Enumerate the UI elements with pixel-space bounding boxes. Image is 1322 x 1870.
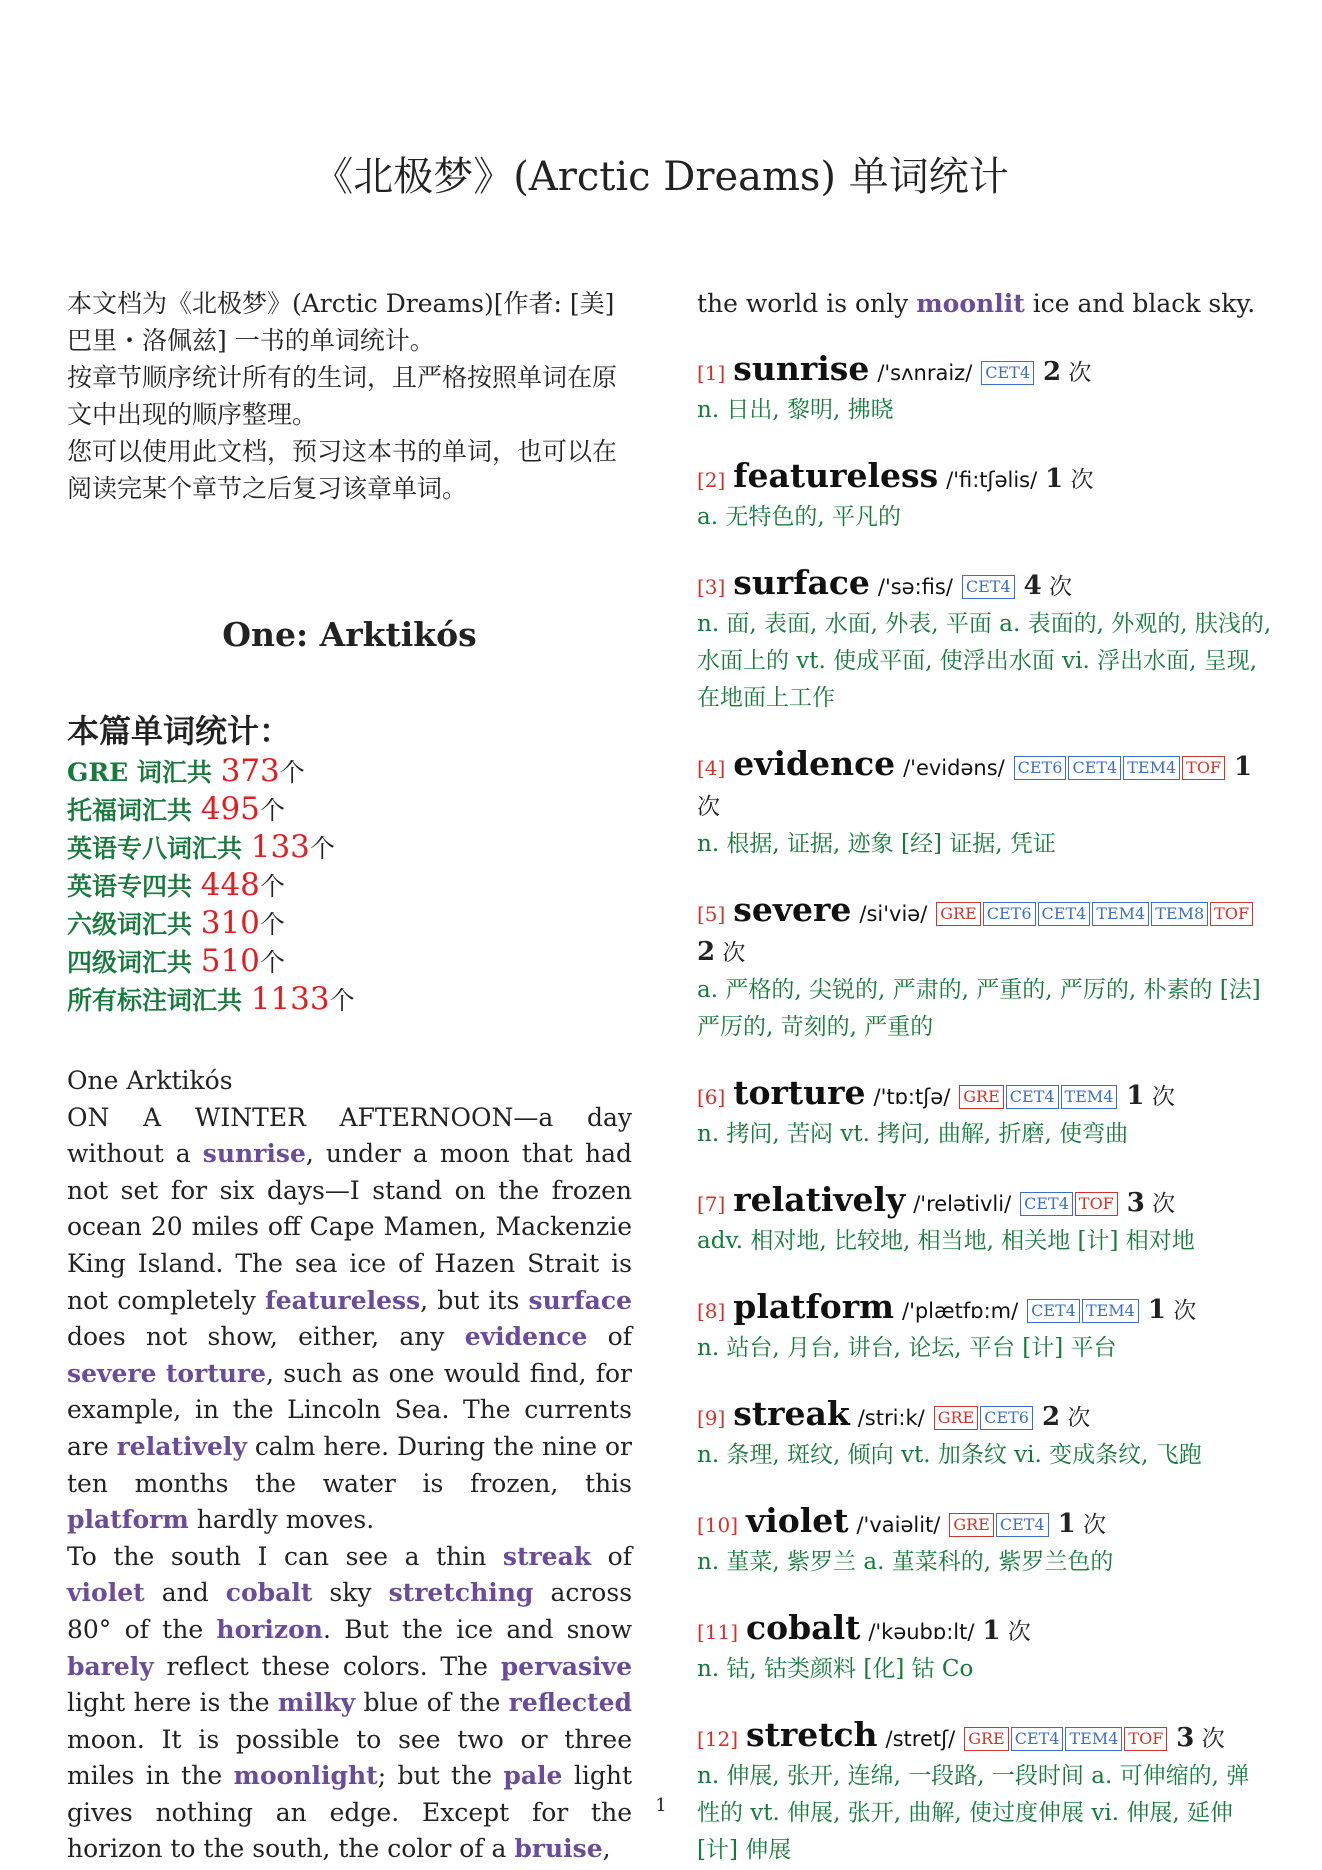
intro-line: 按章节顺序统计所有的生词，且严格按照单词在原文中出现的顺序整理。	[67, 363, 618, 429]
headword: torture	[733, 1073, 866, 1112]
vocab-entry	[697, 457, 1272, 536]
highlighted-word: moonlit	[916, 289, 1025, 318]
exam-tag: TEM4	[1065, 1727, 1122, 1751]
definition: n. 站台, 月台, 讲台, 论坛, 平台 [计] 平台	[697, 1335, 1117, 1361]
passage-paragraph	[67, 1539, 632, 1868]
exam-tag: GRE	[964, 1727, 1009, 1751]
text-run: , but its	[420, 1285, 529, 1315]
occurrence-count: 1	[982, 1616, 1001, 1646]
headword: cobalt	[746, 1608, 861, 1647]
exam-tag: GRE	[936, 902, 981, 926]
occurrence-unit: 次	[1075, 1512, 1106, 1538]
entry-head	[697, 745, 1272, 826]
page-number: 1	[655, 1795, 667, 1816]
text-run: does not show, either, any	[67, 1322, 465, 1352]
exam-tag: CET6	[980, 1406, 1033, 1430]
exam-tag: CET4	[1038, 902, 1091, 926]
highlighted-word: surface	[528, 1285, 633, 1315]
entry-head	[697, 564, 1272, 606]
occurrence-unit: 次	[1144, 1084, 1175, 1110]
chapter-title: One: Arktikós	[222, 615, 477, 654]
entry-head	[697, 1074, 1272, 1116]
entry-index: [1]	[697, 361, 726, 385]
text-run: ice and black sky.	[1024, 289, 1256, 318]
highlighted-word: horizon	[216, 1614, 323, 1644]
text-run: ; but the	[377, 1761, 504, 1791]
phonetic: /'fi:tʃəlis/	[946, 468, 1038, 492]
exam-tag: CET4	[981, 361, 1034, 385]
occurrence-count: 2	[1042, 357, 1062, 387]
exam-tag: GRE	[949, 1513, 994, 1537]
passage	[67, 1063, 632, 1868]
stat-row	[67, 943, 632, 981]
text-run: the world is only	[697, 289, 917, 318]
definition: n. 伸展, 张开, 连绵, 一段路, 一段时间 a. 可伸缩的, 弹性的 vt. 伸展, 张开, 曲解, 使过度伸展 vi. 伸展, 延伸 [计] 伸展	[697, 1763, 1250, 1863]
passage-paragraph	[67, 1100, 632, 1539]
entry-head	[697, 1502, 1272, 1544]
highlighted-word: moonlight	[233, 1761, 378, 1791]
entry-index: [11]	[697, 1620, 739, 1644]
occurrence-unit: 次	[697, 794, 720, 820]
stat-unit: 个	[329, 986, 355, 1015]
exam-tag: CET4	[1011, 1727, 1064, 1751]
entry-head	[697, 1288, 1272, 1330]
stat-label: 四级词汇共	[67, 948, 201, 977]
stats-heading: 本篇单词统计：	[67, 712, 292, 750]
stat-count: 495	[200, 791, 260, 827]
stat-unit: 个	[309, 834, 335, 863]
entry-index: [12]	[697, 1727, 739, 1751]
stat-row	[67, 791, 632, 829]
definition: n. 堇菜, 紫罗兰 a. 堇菜科的, 紫罗兰色的	[697, 1549, 1114, 1575]
text-run: , such as one would find, for example, in the Lincoln Sea. The currents are	[67, 1358, 633, 1461]
occurrence-count: 3	[1126, 1188, 1145, 1218]
definition: adv. 相对地, 比较地, 相当地, 相关地 [计] 相对地	[697, 1228, 1195, 1254]
text-run: blue of the	[355, 1688, 509, 1718]
entry-index: [10]	[697, 1513, 739, 1537]
exam-tag: GRE	[934, 1406, 979, 1430]
entry-head	[697, 1716, 1272, 1758]
exam-tag: TEM8	[1151, 902, 1208, 926]
phonetic: /'kəubɒ:lt/	[868, 1620, 975, 1644]
text-run: , under a moon that had not set for six days—I stand on the frozen ocean 20 miles off Cape Mamen, Mackenzie King Island. The sea ice of Hazen Strait is not completely	[67, 1139, 632, 1315]
vocab-entry	[697, 1181, 1272, 1260]
highlighted-word: pervasive	[500, 1651, 632, 1681]
highlighted-word: milky	[277, 1688, 356, 1718]
phonetic: /si'viə/	[859, 902, 928, 926]
text-run: calm here. During the nine or ten months the water is frozen, this	[67, 1431, 632, 1498]
phonetic: /'sʌnraiz/	[877, 361, 973, 385]
highlighted-word: bruise	[514, 1834, 603, 1864]
entry-head	[697, 891, 1272, 972]
definition: a. 严格的, 尖锐的, 严肃的, 严重的, 严厉的, 朴素的 [法] 严厉的, 苛刻的, 严重的	[697, 977, 1261, 1040]
entry-head	[697, 457, 1272, 499]
highlighted-word: evidence	[464, 1322, 588, 1352]
definition: n. 面, 表面, 水面, 外表, 平面 a. 表面的, 外观的, 肤浅的, 水面上的 vt. 使成平面, 使浮出水面 vi. 浮出水面, 呈现, 在地面上工作	[697, 611, 1272, 711]
text-run: moon. It is possible to see two or three miles in the	[67, 1724, 632, 1791]
exam-tag: CET6	[983, 902, 1036, 926]
highlighted-word: streak	[502, 1541, 592, 1571]
entry-index: [5]	[697, 902, 726, 926]
stats-list	[67, 753, 632, 1019]
text-run: . But the ice and snow	[322, 1614, 632, 1644]
occurrence-unit: 次	[1194, 1726, 1225, 1752]
exam-tag: TOF	[1075, 1192, 1118, 1216]
occurrence-unit: 次	[1041, 574, 1072, 600]
phonetic: /'plætfɒ:m/	[902, 1299, 1019, 1323]
exam-tag: GRE	[959, 1085, 1004, 1109]
text-run: light gives nothing an edge. Except for the horizon to the south, the color of a	[67, 1761, 632, 1864]
stat-label: 六级词汇共	[67, 910, 201, 939]
text-run: hardly moves.	[188, 1505, 375, 1535]
highlighted-word: sunrise	[202, 1139, 306, 1169]
phonetic: /'tɒ:tʃə/	[873, 1085, 951, 1109]
entry-head	[697, 1181, 1272, 1223]
occurrence-count: 4	[1023, 571, 1042, 601]
entry-index: [6]	[697, 1085, 726, 1109]
highlighted-word: torture	[165, 1358, 267, 1388]
page-title: 《北极梦》(Arctic Dreams) 单词统计	[313, 154, 1009, 200]
passage-continuation	[697, 285, 1272, 322]
stat-row	[67, 829, 632, 867]
entry-index: [8]	[697, 1299, 726, 1323]
entry-index: [7]	[697, 1192, 726, 1216]
entry-index: [2]	[697, 468, 726, 492]
highlighted-word: reflected	[508, 1688, 632, 1718]
stat-unit: 个	[259, 910, 285, 939]
right-column	[697, 285, 1272, 1869]
exam-tag: TEM4	[1092, 902, 1149, 926]
text-run: across 80° of the	[67, 1578, 633, 1644]
definition: n. 条理, 斑纹, 倾向 vt. 加条纹 vi. 变成条纹, 飞跑	[697, 1442, 1202, 1468]
headword: stretch	[746, 1715, 878, 1754]
exam-tag: CET4	[1027, 1299, 1080, 1323]
highlighted-word: severe	[67, 1358, 157, 1388]
occurrence-unit: 次	[1144, 1191, 1176, 1217]
highlighted-word: pale	[503, 1761, 563, 1791]
vocab-entry	[697, 1288, 1272, 1367]
exam-tag: TOF	[1124, 1727, 1167, 1751]
intro-line: 您可以使用此文档，预习这本书的单词，也可以在阅读完某个章节之后复习该章单词。	[67, 437, 618, 503]
occurrence-count: 2	[1041, 1402, 1061, 1432]
highlighted-word: stretching	[388, 1578, 534, 1608]
occurrence-count: 2	[697, 937, 716, 967]
occurrence-unit: 次	[1063, 467, 1094, 493]
vocab-entry	[697, 1609, 1272, 1688]
entry-head	[697, 350, 1272, 392]
text-run: ON A WINTER AFTERNOON—a day without a	[67, 1102, 632, 1169]
stat-count: 1133	[250, 981, 330, 1017]
entry-index: [4]	[697, 756, 726, 780]
exam-tag: CET6	[1014, 756, 1067, 780]
exam-tag: CET4	[1020, 1192, 1073, 1216]
occurrence-count: 1	[1126, 1081, 1145, 1111]
highlighted-word: featureless	[264, 1285, 421, 1315]
text-run: ,	[602, 1834, 611, 1864]
entry-index: [3]	[697, 575, 726, 599]
occurrence-count: 1	[1147, 1295, 1166, 1325]
stat-count: 133	[250, 829, 310, 865]
vocab-entry	[697, 745, 1272, 863]
occurrence-unit: 次	[1060, 1405, 1091, 1431]
occurrence-count: 1	[1045, 464, 1064, 494]
headword: sunrise	[733, 349, 870, 388]
headword: platform	[733, 1287, 895, 1326]
text-run: and	[144, 1578, 226, 1608]
phonetic: /stri:k/	[857, 1406, 925, 1430]
definition: n. 日出, 黎明, 拂晓	[697, 397, 894, 423]
text-run: reflect these colors. The	[153, 1651, 501, 1681]
highlighted-word: platform	[67, 1505, 189, 1535]
entry-index: [9]	[697, 1406, 726, 1430]
stat-label: 托福词汇共	[67, 796, 201, 825]
vocab-entry	[697, 1502, 1272, 1581]
occurrence-unit: 次	[1165, 1298, 1197, 1324]
word-list	[697, 350, 1272, 1869]
headword: relatively	[733, 1180, 906, 1219]
stat-unit: 个	[279, 758, 305, 787]
occurrence-unit: 次	[1061, 360, 1092, 386]
exam-tag: TEM4	[1082, 1299, 1139, 1323]
stat-row	[67, 753, 632, 791]
phonetic: /stretʃ/	[885, 1727, 956, 1751]
intro	[67, 285, 632, 507]
occurrence-count: 1	[1234, 752, 1253, 782]
text-run: of	[587, 1322, 632, 1352]
phonetic: /'relətivli/	[913, 1192, 1012, 1216]
exam-tag: CET4	[996, 1513, 1049, 1537]
occurrence-unit: 次	[715, 940, 746, 966]
exam-tag: TEM4	[1123, 756, 1180, 780]
intro-line: 本文档为《北极梦》(Arctic Dreams)[作者: [美]巴里・洛佩兹] 一书的单词统计。	[67, 289, 615, 355]
exam-tag: TEM4	[1061, 1085, 1118, 1109]
definition: a. 无特色的, 平凡的	[697, 504, 901, 530]
stat-row	[67, 905, 632, 943]
highlighted-word: barely	[67, 1651, 154, 1681]
stat-count: 448	[200, 867, 260, 903]
text-run: To the south I can see a thin	[67, 1541, 503, 1571]
headword: severe	[733, 890, 852, 929]
highlighted-word: relatively	[116, 1431, 247, 1461]
stat-unit: 个	[259, 872, 285, 901]
stat-row	[67, 981, 632, 1019]
definition: n. 拷问, 苦闷 vt. 拷问, 曲解, 折磨, 使弯曲	[697, 1121, 1129, 1147]
text-run	[157, 1359, 166, 1388]
stat-row	[67, 867, 632, 905]
exam-tag: TOF	[1182, 756, 1225, 780]
stat-unit: 个	[259, 796, 285, 825]
exam-tag: CET4	[1006, 1085, 1059, 1109]
headword: violet	[746, 1501, 849, 1540]
occurrence-count: 1	[1057, 1509, 1076, 1539]
headword: streak	[733, 1394, 850, 1433]
vocab-entry	[697, 1074, 1272, 1153]
stat-label: 英语专四共	[67, 872, 201, 901]
stat-count: 510	[200, 943, 260, 979]
entry-head	[697, 1395, 1272, 1437]
occurrence-unit: 次	[1000, 1619, 1031, 1645]
exam-tag: CET4	[962, 575, 1015, 599]
phonetic: /'evidəns/	[903, 756, 1005, 780]
exam-tag: TOF	[1210, 902, 1253, 926]
headword: evidence	[733, 744, 896, 783]
vocab-entry	[697, 1395, 1272, 1474]
stat-count: 373	[220, 753, 280, 789]
highlighted-word: violet	[67, 1578, 145, 1608]
entry-head	[697, 1609, 1272, 1651]
stat-count: 310	[200, 905, 260, 941]
exam-tag: CET4	[1068, 756, 1121, 780]
definition: n. 钴, 钴类颜料 [化] 钴 Co	[697, 1656, 974, 1682]
vocab-entry	[697, 891, 1272, 1046]
stat-label: GRE 词汇共	[67, 758, 221, 787]
phonetic: /'sə:fis/	[877, 575, 953, 599]
text-run: light here is the	[67, 1688, 278, 1718]
highlighted-word: cobalt	[225, 1578, 313, 1608]
left-column	[67, 285, 632, 1868]
headword: surface	[733, 563, 870, 602]
text-run: sky	[312, 1578, 389, 1608]
text-run: of	[591, 1541, 632, 1571]
phonetic: /'vaiəlit/	[856, 1513, 941, 1537]
stat-label: 英语专八词汇共	[67, 834, 251, 863]
occurrence-count: 3	[1176, 1723, 1195, 1753]
vocab-entry	[697, 564, 1272, 717]
vocab-entry	[697, 350, 1272, 429]
stat-label: 所有标注词汇共	[67, 986, 251, 1015]
definition: n. 根据, 证据, 迹象 [经] 证据, 凭证	[697, 831, 1056, 857]
vocab-entry	[697, 1716, 1272, 1869]
passage-heading: One Arktikós	[67, 1066, 233, 1095]
headword: featureless	[733, 456, 939, 495]
stat-unit: 个	[259, 948, 285, 977]
